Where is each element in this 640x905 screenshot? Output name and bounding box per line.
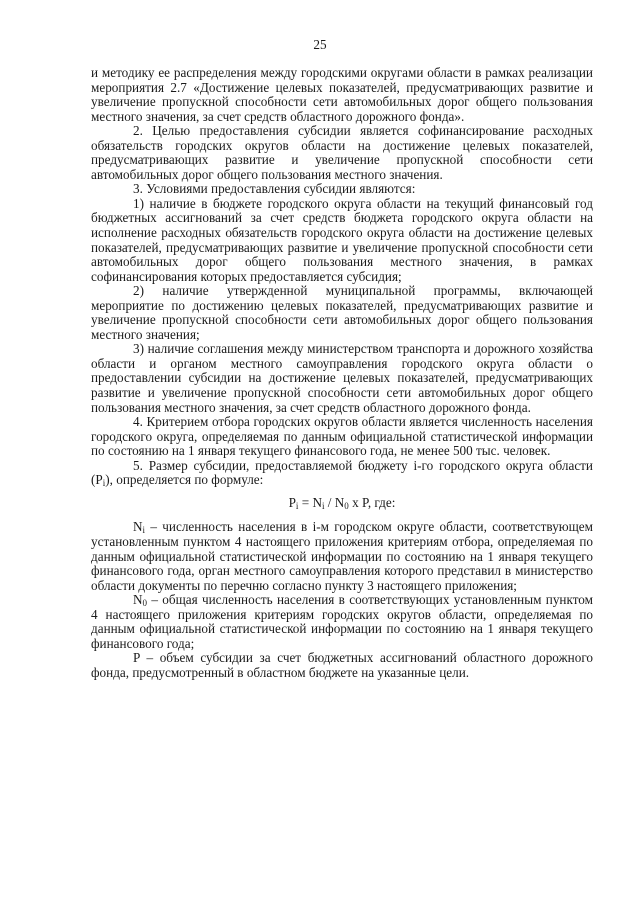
formula-n-sub: i <box>321 500 325 511</box>
formula-n0-sub: 0 <box>344 500 349 511</box>
formula-lhs-sub: i <box>295 500 299 511</box>
paragraph-condition-1: 1) наличие в бюджете городского округа области на текущий финансовый год бюджетных ассигнований за счет средств бюджета городского округа области на исполнение расходных обязательств городского округа области на достижение целевых показателей, предусматривающих развитие и увеличение пропускной способности сети автомобильных дорог общего пользования местного значения, в рамках софинансирования которых предоставляется субсидия; <box>91 195 593 284</box>
subsidy-size-text-a: 5. Размер субсидии, предоставляемой бюджету i-го городского округа области (P <box>91 457 593 488</box>
formula-tail: x P, где: <box>348 494 396 510</box>
formula-lhs: P <box>288 494 296 510</box>
definition-n0-sub: 0 <box>142 598 148 609</box>
definition-n0 <box>91 593 593 651</box>
formula-div: / N <box>324 494 345 510</box>
definition-ni-sub: i <box>142 525 146 536</box>
definition-ni <box>91 520 593 593</box>
subsidy-size-text-b: ), определяется по формуле: <box>105 472 264 488</box>
definition-ni-symbol: N <box>133 519 143 535</box>
paragraph-intro: и методику ее распределения между городскими округами области в рамках реализации мероприятия 2.7 «Достижение целевых показателей, предусматривающих развитие и увеличение пропускной способности сети автомобильных дорог общего пользования местного значения, за счет средств областного дорожного фонда». <box>91 65 593 124</box>
formula <box>91 496 593 511</box>
paragraph-conditions-heading: 3. Условиями предоставления субсидии являются: <box>133 181 416 197</box>
definition-n0-text: – общая численность населения в соответствующих установленным пунктом 4 настоящего приложения критериям городских округов области, определяемая по данным официальной статистической информации по состоянию на 1 января текущего финансового года; <box>91 592 593 651</box>
definition-ni-text: – численность населения в i-м городском округе области, соответствующем установленным пунктом 4 настоящего приложения критериям отбора, определяемая по данным официальной статистической информации по состоянию на 1 января текущего финансового года, орган местного самоуправления которого представил в министерство области документы по перечню согласно пункту 3 настоящего приложения; <box>91 519 593 593</box>
formula-eq: = N <box>298 494 322 510</box>
subsidy-size-sub: i <box>102 478 106 489</box>
paragraph-subsidy-size <box>91 459 593 488</box>
page-number: 25 <box>313 37 327 52</box>
document-body <box>91 66 593 680</box>
paragraph-criterion: 4. Критерием отбора городских округов области является численность населения городского округа, определяемая по данным официальной статистической информации по состоянию на 1 января текущего финансового года, не менее 500 тыс. человек. <box>91 414 593 459</box>
paragraph-condition-3: 3) наличие соглашения между министерством транспорта и дорожного хозяйства области и органом местного самоуправления городского округа области о предоставлении субсидии на достижение целевых показателей, предусматривающих развитие и увеличение пропускной способности сети автомобильных дорог общего пользования местного значения, за счет средств областного дорожного фонда. <box>91 341 593 415</box>
paragraph-goal: 2. Целью предоставления субсидии является софинансирование расходных обязательств городских округов области на достижение целевых показателей, предусматривающих развитие и увеличение пропускной способности сети автомобильных дорог общего пользования местного значения. <box>91 123 593 182</box>
definition-p: P – объем субсидии за счет бюджетных ассигнований областного дорожного фонда, предусмотренный в областном бюджете на указанные цели. <box>91 650 593 680</box>
paragraph-condition-2: 2) наличие утвержденной муниципальной программы, включающей мероприятие по достижению целевых показателей, предусматривающих развитие и увеличение пропускной способности сети автомобильных дорог общего пользования местного значения; <box>91 283 593 342</box>
definition-n0-symbol: N <box>133 592 143 608</box>
